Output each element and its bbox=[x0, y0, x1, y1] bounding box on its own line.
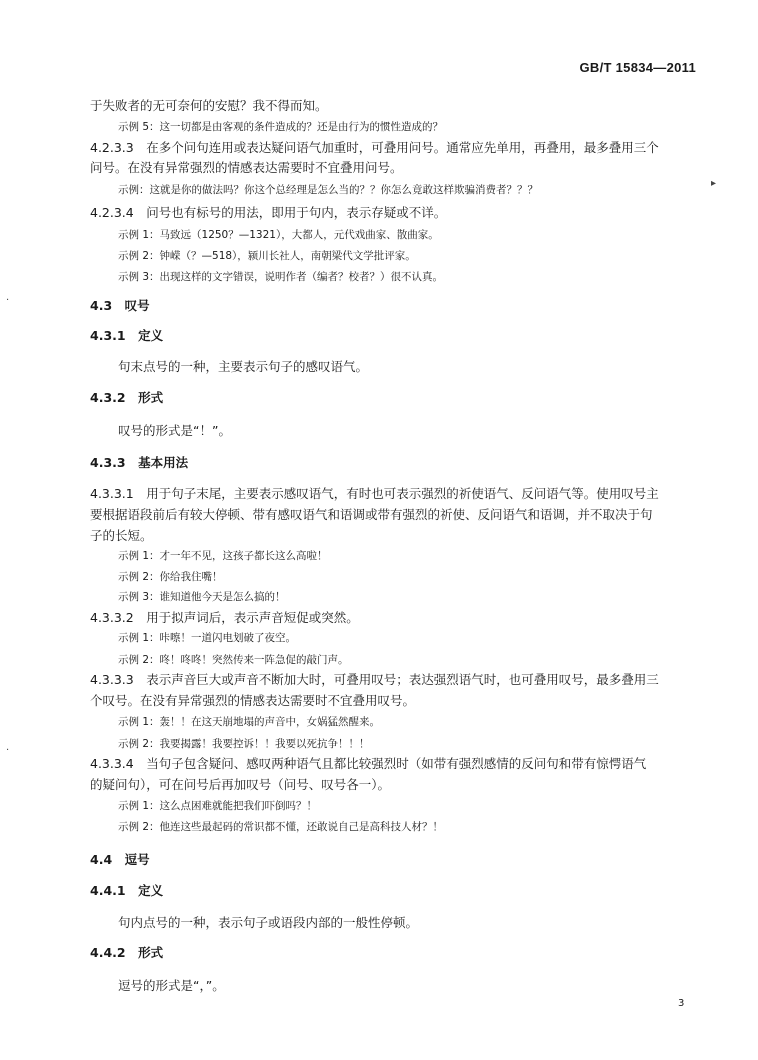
example-line: 示例：这就是你的做法吗？你这个总经理是怎么当的？？你怎么竟敢这样欺骗消费者？？？ bbox=[118, 184, 538, 196]
example-line: 示例 1：咔嚓！一道闪电划破了夜空。 bbox=[118, 632, 297, 644]
clause-line: 4.3.3.1 用于句子末尾，主要表示感叹语气，有时也可表示强烈的祈使语气、反问语气等。使用叹号主 bbox=[90, 486, 659, 501]
clause-line: 4.2.3.4 问号也有标号的用法，即用于句内，表示存疑或不详。 bbox=[90, 205, 447, 220]
text-line: 问号。在没有异常强烈的情感表达需要时不宜叠用问号。 bbox=[90, 160, 403, 175]
example-line: 示例 5：这一切都是由客观的条件造成的？还是由行为的惯性造成的？ bbox=[118, 121, 444, 133]
subsection-heading: 4.3.1 定义 bbox=[90, 328, 164, 343]
subsection-heading: 4.3.3 基本用法 bbox=[90, 455, 189, 470]
example-line: 示例 2：咚！咚咚！突然传来一阵急促的敲门声。 bbox=[118, 654, 349, 666]
section-heading: 4.3 叹号 bbox=[90, 298, 150, 313]
text-line: 个叹号。在没有异常强烈的情感表达需要时不宜叠用叹号。 bbox=[90, 693, 416, 708]
example-line: 示例 2：钟嵘（？—518），颍川长社人，南朝梁代文学批评家。 bbox=[118, 250, 416, 262]
clause-line: 4.2.3.3 在多个问句连用或表达疑问语气加重时，可叠用问号。通常应先单用，再叠用，最多叠用三个 bbox=[90, 140, 659, 155]
scan-speck: · bbox=[6, 745, 10, 756]
form-text: 叹号的形式是“！”。 bbox=[118, 423, 231, 438]
subsection-heading: 4.4.1 定义 bbox=[90, 883, 164, 898]
standard-code-header: GB/T 15834—2011 bbox=[579, 60, 696, 75]
page-number: 3 bbox=[678, 998, 685, 1009]
scan-speck: ▸ bbox=[711, 178, 717, 189]
example-line: 示例 1：轰！！在这天崩地塌的声音中，女娲猛然醒来。 bbox=[118, 716, 381, 728]
text-line: 要根据语段前后有较大停顿、带有感叹语气和语调或带有强烈的祈使、反问语气和语调，并不取决于句 bbox=[90, 507, 653, 522]
definition-text: 句末点号的一种，主要表示句子的感叹语气。 bbox=[118, 359, 369, 374]
subsection-heading: 4.4.2 形式 bbox=[90, 945, 164, 960]
clause-line: 4.3.3.4 当句子包含疑问、感叹两种语气且都比较强烈时（如带有强烈感情的反问句和带有惊愕语气 bbox=[90, 756, 647, 771]
text-line: 的疑问句），可在问号后再加叹号（问号、叹号各一）。 bbox=[90, 777, 391, 792]
example-line: 示例 1：这么点困难就能把我们吓倒吗？！ bbox=[118, 800, 318, 812]
example-line: 示例 3：出现这样的文字错误，说明作者（编者？校者？）很不认真。 bbox=[118, 271, 444, 283]
text-line: 于失败者的无可奈何的安慰？我不得而知。 bbox=[90, 98, 328, 113]
example-line: 示例 2：我要揭露！我要控诉！！我要以死抗争！！！ bbox=[118, 738, 370, 750]
definition-text: 句内点号的一种，表示句子或语段内部的一般性停顿。 bbox=[118, 915, 419, 930]
example-line: 示例 2：他连这些最起码的常识都不懂，还敢说自己是高科技人材？！ bbox=[118, 821, 444, 833]
example-line: 示例 2：你给我住嘴！ bbox=[118, 571, 223, 583]
section-heading: 4.4 逗号 bbox=[90, 852, 150, 867]
scan-speck: · bbox=[6, 295, 10, 306]
subsection-heading: 4.3.2 形式 bbox=[90, 390, 164, 405]
clause-line: 4.3.3.2 用于拟声词后，表示声音短促或突然。 bbox=[90, 610, 359, 625]
clause-line: 4.3.3.3 表示声音巨大或声音不断加大时，可叠用叹号；表达强烈语气时，也可叠用叹号，最多叠用三 bbox=[90, 672, 659, 687]
form-text: 逗号的形式是“，”。 bbox=[118, 978, 225, 993]
example-line: 示例 1：马致远（1250？—1321），大都人，元代戏曲家、散曲家。 bbox=[118, 229, 439, 241]
example-line: 示例 3：谁知道他今天是怎么搞的！ bbox=[118, 591, 286, 603]
text-line: 子的长短。 bbox=[90, 528, 153, 543]
example-line: 示例 1：才一年不见，这孩子都长这么高啦！ bbox=[118, 550, 328, 562]
